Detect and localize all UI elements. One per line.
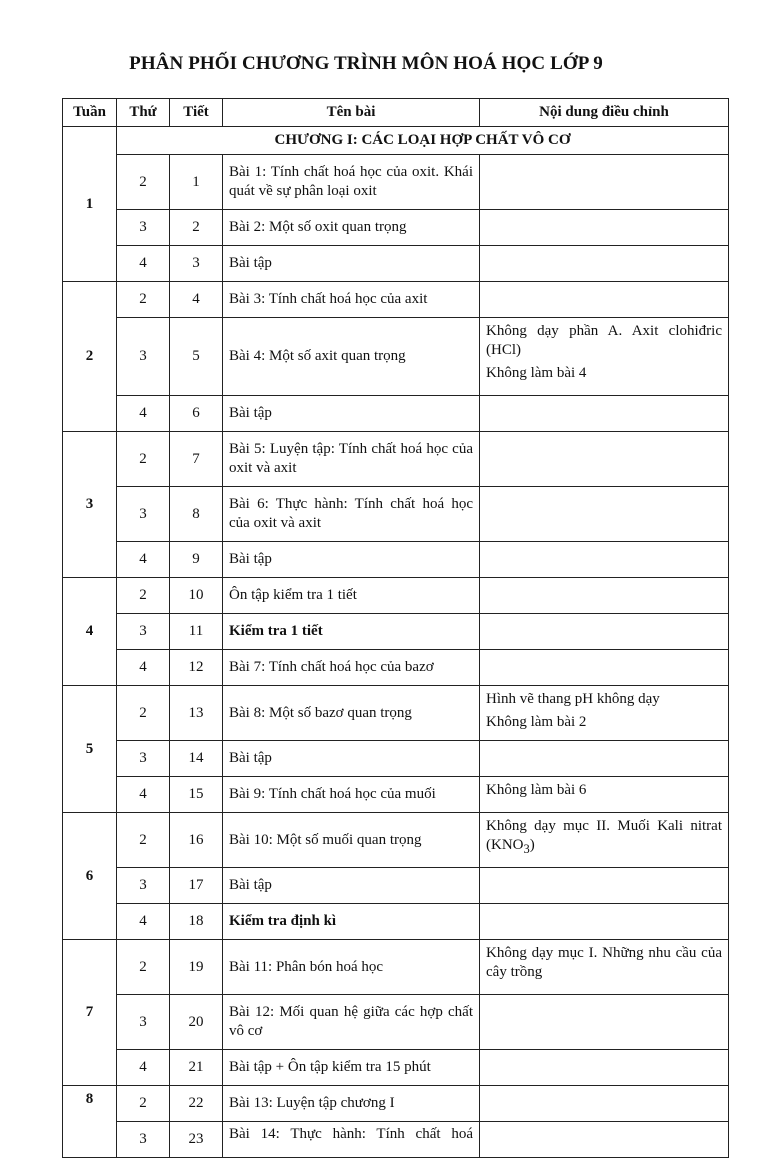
week-cell: 3 [63, 432, 117, 578]
day-cell: 2 [117, 813, 170, 868]
table-row [63, 995, 729, 1050]
lesson-cell: Bài tập [223, 542, 480, 578]
period-cell: 12 [170, 650, 223, 686]
period-cell: 4 [170, 282, 223, 318]
table-row [63, 868, 729, 904]
period-cell: 15 [170, 777, 223, 813]
note-cell [480, 995, 729, 1050]
table-row [63, 155, 729, 210]
chapter-row [63, 127, 729, 155]
day-cell: 2 [117, 282, 170, 318]
table-row [63, 396, 729, 432]
lesson-cell: Bài 11: Phân bón hoá học [223, 940, 480, 995]
day-cell: 4 [117, 650, 170, 686]
lesson-cell: Bài tập + Ôn tập kiểm tra 15 phút [223, 1050, 480, 1086]
table-row [63, 1122, 729, 1158]
day-cell: 2 [117, 686, 170, 741]
day-cell: 4 [117, 904, 170, 940]
note-cell [480, 246, 729, 282]
day-cell: 4 [117, 396, 170, 432]
day-cell: 4 [117, 1050, 170, 1086]
period-cell: 5 [170, 318, 223, 396]
table-row [63, 432, 729, 487]
table-row [63, 650, 729, 686]
week-cell: 8 [63, 1086, 117, 1158]
period-cell: 17 [170, 868, 223, 904]
day-cell: 3 [117, 210, 170, 246]
note-cell [480, 542, 729, 578]
day-cell: 4 [117, 246, 170, 282]
week-cell: 2 [63, 282, 117, 432]
week-cell: 4 [63, 578, 117, 686]
period-cell: 3 [170, 246, 223, 282]
lesson-cell: Bài 8: Một số bazơ quan trọng [223, 686, 480, 741]
day-cell: 4 [117, 542, 170, 578]
lesson-cell: Bài 5: Luyện tập: Tính chất hoá học của oxit và axit [223, 432, 480, 487]
week-cell: 6 [63, 813, 117, 940]
page-title: PHÂN PHỐI CHƯƠNG TRÌNH MÔN HOÁ HỌC LỚP 9 [129, 53, 603, 74]
note-cell [480, 578, 729, 614]
period-cell: 9 [170, 542, 223, 578]
lesson-text: Bài 14: Thực hành: Tính chất hoá [229, 1126, 473, 1142]
note-line: Không làm bài 4 [486, 365, 587, 381]
lesson-cell: Bài tập [223, 396, 480, 432]
table-row [63, 686, 729, 741]
period-cell: 16 [170, 813, 223, 868]
note-cell: Không dạy mục I. Những nhu cầu của cây trồng [480, 940, 729, 995]
lesson-cell: Bài 1: Tính chất hoá học của oxit. Khái quát về sự phân loại oxit [223, 155, 480, 210]
day-cell: 2 [117, 1086, 170, 1122]
lesson-cell: Bài 9: Tính chất hoá học của muối [223, 777, 480, 813]
day-cell: 2 [117, 432, 170, 487]
note-cell [480, 741, 729, 777]
day-cell: 4 [117, 777, 170, 813]
table-row [63, 1050, 729, 1086]
period-cell: 2 [170, 210, 223, 246]
period-cell: 23 [170, 1122, 223, 1158]
lesson-cell: Bài 10: Một số muối quan trọng [223, 813, 480, 868]
table-row [63, 578, 729, 614]
note-cell: Không làm bài 6 [480, 777, 729, 813]
period-cell: 6 [170, 396, 223, 432]
day-cell: 3 [117, 318, 170, 396]
lesson-cell: Bài 12: Mối quan hệ giữa các hợp chất vô cơ [223, 995, 480, 1050]
table-row [63, 940, 729, 995]
table-row [63, 1086, 729, 1122]
week-cell: 1 [63, 127, 117, 282]
table-row [63, 813, 729, 868]
note-text: Không dạy mục II. Muối Kali nitrat (KNO [486, 818, 722, 853]
header-week: Tuần [63, 99, 117, 127]
header-adjust: Nội dung điều chỉnh [480, 99, 729, 127]
period-cell: 1 [170, 155, 223, 210]
table-row [63, 614, 729, 650]
note-cell [480, 868, 729, 904]
note-line: Không dạy phần A. Axit clohiđric (HCl) [486, 323, 722, 358]
note-cell [480, 650, 729, 686]
note-cell [480, 1122, 729, 1158]
week-cell: 7 [63, 940, 117, 1086]
note-cell [480, 904, 729, 940]
header-period: Tiết [170, 99, 223, 127]
table-row [63, 777, 729, 813]
curriculum-table [62, 98, 729, 1158]
lesson-cell: Bài 7: Tính chất hoá học của bazơ [223, 650, 480, 686]
day-cell: 3 [117, 995, 170, 1050]
period-cell: 18 [170, 904, 223, 940]
table-row [63, 318, 729, 396]
lesson-cell [223, 1122, 480, 1158]
day-cell: 3 [117, 741, 170, 777]
period-cell: 21 [170, 1050, 223, 1086]
header-row [63, 99, 729, 127]
note-cell [480, 210, 729, 246]
table-row [63, 487, 729, 542]
day-cell: 3 [117, 487, 170, 542]
period-cell: 10 [170, 578, 223, 614]
note-cell [480, 282, 729, 318]
note-line: Hình vẽ thang pH không dạy [486, 691, 660, 707]
note-text-tail: ) [529, 837, 535, 853]
day-cell: 2 [117, 155, 170, 210]
lesson-cell: Bài tập [223, 741, 480, 777]
day-cell: 2 [117, 578, 170, 614]
header-lesson: Tên bài [223, 99, 480, 127]
period-cell: 22 [170, 1086, 223, 1122]
header-day: Thứ [117, 99, 170, 127]
period-cell: 8 [170, 487, 223, 542]
note-cell [480, 686, 729, 741]
lesson-cell: Ôn tập kiểm tra 1 tiết [223, 578, 480, 614]
day-cell: 3 [117, 868, 170, 904]
table-row [63, 282, 729, 318]
table-row [63, 542, 729, 578]
note-cell [480, 318, 729, 396]
note-cell [480, 487, 729, 542]
lesson-cell: Bài tập [223, 868, 480, 904]
note-cell [480, 614, 729, 650]
note-cell [480, 155, 729, 210]
period-cell: 7 [170, 432, 223, 487]
table-row [63, 246, 729, 282]
day-cell: 2 [117, 940, 170, 995]
day-cell: 3 [117, 614, 170, 650]
note-cell [480, 1086, 729, 1122]
note-cell [480, 1050, 729, 1086]
table-row [63, 210, 729, 246]
lesson-cell: Bài 4: Một số axit quan trọng [223, 318, 480, 396]
note-line: Không làm bài 2 [486, 714, 587, 730]
subscript: 3 [523, 842, 530, 856]
period-cell: 11 [170, 614, 223, 650]
note-cell [480, 813, 729, 868]
chapter-title: CHƯƠNG I: CÁC LOẠI HỢP CHẤT VÔ CƠ [117, 127, 729, 155]
lesson-cell: Bài 13: Luyện tập chương I [223, 1086, 480, 1122]
lesson-cell: Kiểm tra 1 tiết [223, 614, 480, 650]
week-cell: 5 [63, 686, 117, 813]
period-cell: 20 [170, 995, 223, 1050]
lesson-cell: Bài tập [223, 246, 480, 282]
lesson-cell: Kiểm tra định kì [223, 904, 480, 940]
lesson-cell: Bài 3: Tính chất hoá học của axit [223, 282, 480, 318]
table-row [63, 741, 729, 777]
lesson-cell: Bài 6: Thực hành: Tính chất hoá học của oxit và axit [223, 487, 480, 542]
note-cell [480, 432, 729, 487]
period-cell: 13 [170, 686, 223, 741]
lesson-cell: Bài 2: Một số oxit quan trọng [223, 210, 480, 246]
day-cell: 3 [117, 1122, 170, 1158]
note-cell [480, 396, 729, 432]
period-cell: 19 [170, 940, 223, 995]
period-cell: 14 [170, 741, 223, 777]
table-row [63, 904, 729, 940]
